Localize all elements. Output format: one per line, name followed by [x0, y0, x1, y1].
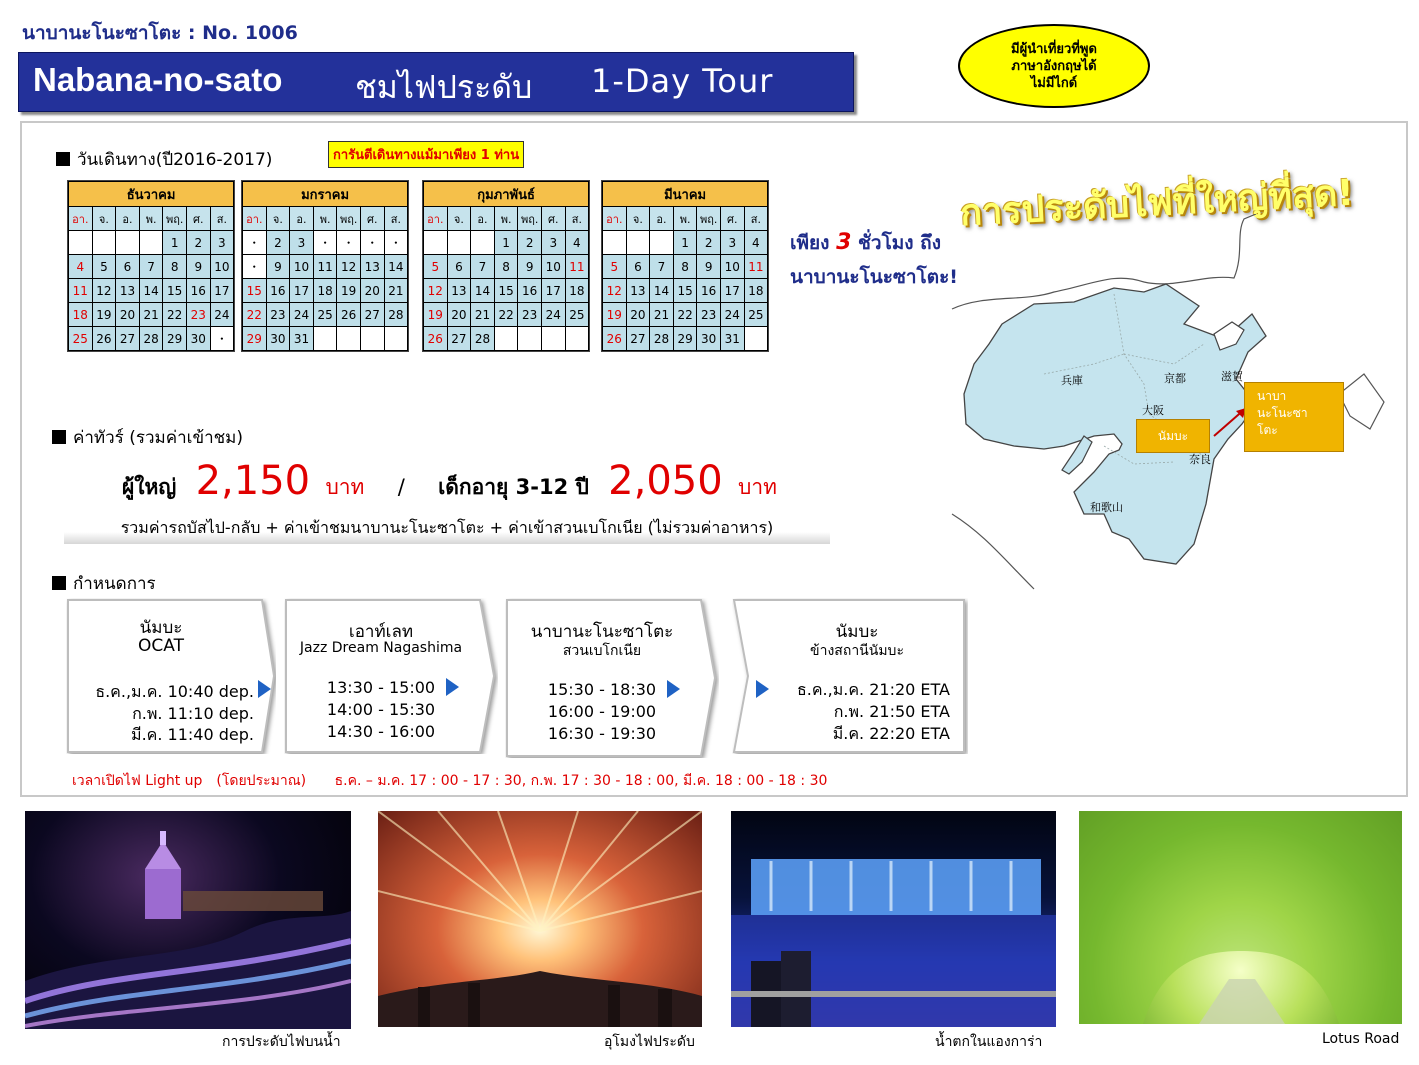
- calendar-weekday: จ.: [266, 207, 290, 231]
- stop-3-title: นาบานะโนะซาโตะ: [530, 622, 674, 642]
- calendar-day: 1: [673, 231, 697, 255]
- photo-2-art: [378, 811, 702, 1027]
- calendar-day: 3: [290, 231, 314, 255]
- calendar-day: 19: [424, 303, 448, 327]
- calendar-day: 5: [603, 255, 627, 279]
- calendar-day: [447, 231, 471, 255]
- calendar-day: 18: [744, 279, 768, 303]
- photo-4-art: [1079, 811, 1402, 1024]
- stop-1-time-2: ก.พ. 11:10 dep.: [132, 704, 254, 723]
- calendar-weekday: พฤ.: [337, 207, 361, 231]
- calendar-day: 21: [471, 303, 495, 327]
- calendar-day: 10: [720, 255, 744, 279]
- calendar-day: 22: [494, 303, 518, 327]
- calendar-day: 19: [603, 303, 627, 327]
- calendar-day: 6: [626, 255, 650, 279]
- calendar-day: 28: [471, 327, 495, 351]
- calendar-day: 16: [266, 279, 290, 303]
- stop-1-title: นัมบะ: [139, 618, 183, 638]
- calendar-day: [424, 231, 448, 255]
- bullet-square: [52, 430, 66, 444]
- calendar-day: [471, 231, 495, 255]
- calendar-day: 14: [384, 255, 408, 279]
- calendar-day: ・: [243, 255, 267, 279]
- calendar-day: 11: [744, 255, 768, 279]
- stop-4-time-1: ธ.ค.,ม.ค. 21:20 ETA: [796, 680, 950, 699]
- calendar-weekday: อ.: [116, 207, 140, 231]
- schedule-stop-4: [732, 598, 968, 752]
- calendar-day: 13: [360, 255, 384, 279]
- schedule-heading-text: กำหนดการ: [73, 574, 156, 594]
- calendar-day: 24: [720, 303, 744, 327]
- calendar-month-2: [241, 180, 409, 352]
- calendar-day: [69, 231, 93, 255]
- calendar-day: 3: [541, 231, 565, 255]
- calendar-day: 26: [92, 327, 116, 351]
- calendar-day: 28: [139, 327, 163, 351]
- calendar-weekday: อ.: [471, 207, 495, 231]
- calendar-day: 17: [720, 279, 744, 303]
- calendar-day: 12: [92, 279, 116, 303]
- calendar-day: 17: [541, 279, 565, 303]
- calendar-day: 14: [650, 279, 674, 303]
- calendar-day: 18: [313, 279, 337, 303]
- adult-label: ผู้ใหญ่: [122, 475, 177, 499]
- calendar-day: [603, 231, 627, 255]
- badge-line-2: ภาษาอังกฤษได้: [1011, 58, 1097, 74]
- calendar-day: 6: [116, 255, 140, 279]
- price-separator: /: [397, 475, 405, 499]
- calendar-day: 30: [186, 327, 210, 351]
- dates-heading: [56, 146, 272, 173]
- calendar-day: 15: [243, 279, 267, 303]
- calendar-day: 27: [360, 303, 384, 327]
- play-arrow-icon: [667, 680, 680, 698]
- calendar-day: [360, 327, 384, 351]
- stop-4-title: นัมบะ: [835, 622, 879, 642]
- calendar-day: 10: [290, 255, 314, 279]
- calendar-day: 27: [447, 327, 471, 351]
- calendar-day: 10: [210, 255, 234, 279]
- calendar-day: 6: [447, 255, 471, 279]
- stop-4-time-3: มี.ค. 22:20 ETA: [832, 724, 950, 743]
- title-thai: ชมไฟประดับ: [355, 68, 533, 106]
- calendar-day: 25: [69, 327, 93, 351]
- stop-4-sub: ข้างสถานีนัมบะ: [810, 643, 904, 659]
- map-tag-namba: นัมบะ: [1136, 419, 1210, 453]
- calendar-table: [242, 181, 408, 351]
- calendar-day: 24: [210, 303, 234, 327]
- map-label-kyoto: 京都: [1164, 372, 1186, 385]
- calendar-day: 10: [541, 255, 565, 279]
- price-heading: [52, 424, 243, 451]
- calendar-day: ・: [313, 231, 337, 255]
- guide-badge: [958, 24, 1150, 108]
- calendar-day: 19: [92, 303, 116, 327]
- guarantee-label: การันตีเดินทางแม้มาเพียง 1 ท่าน: [328, 141, 524, 168]
- promo-line-1-pre: เพียง: [790, 232, 830, 254]
- calendar-day: 20: [360, 279, 384, 303]
- child-currency: บาท: [738, 475, 777, 499]
- map-tag-nabana: นาบา นะโนะซา โตะ: [1244, 382, 1344, 452]
- calendar-day: 9: [518, 255, 542, 279]
- calendar-weekday: พ.: [313, 207, 337, 231]
- calendar-day: 3: [720, 231, 744, 255]
- dates-heading-text: วันเดินทาง(ปี2016-2017): [77, 150, 273, 170]
- calendar-weekday: อา.: [243, 207, 267, 231]
- calendar-day: 4: [744, 231, 768, 255]
- calendar-day: 7: [139, 255, 163, 279]
- calendar-day: 25: [565, 303, 589, 327]
- price-heading-text: ค่าทัวร์ (รวมค่าเข้าชม): [73, 428, 243, 448]
- adult-currency: บาท: [325, 475, 365, 499]
- calendar-day: 14: [471, 279, 495, 303]
- photo-2-caption: อุโมงไฟประดับ: [604, 1034, 695, 1050]
- child-price: 2,050: [608, 458, 723, 504]
- calendar-day: 25: [744, 303, 768, 327]
- calendar-day: 20: [447, 303, 471, 327]
- calendar-weekday: ส.: [744, 207, 768, 231]
- calendar-weekday: จ.: [626, 207, 650, 231]
- stop-2-sub: Jazz Dream Nagashima: [299, 640, 463, 656]
- calendar-day: [565, 327, 589, 351]
- calendar-day: 1: [494, 231, 518, 255]
- title-tour-type: 1-Day Tour: [591, 62, 774, 100]
- badge-line-1: มีผู้นำเที่ยวที่พูด: [1011, 41, 1097, 57]
- stop-3-time-2: 16:00 - 19:00: [547, 702, 657, 721]
- calendar-day: 28: [384, 303, 408, 327]
- title-english: Nabana-no-sato: [33, 61, 283, 98]
- photo-lotus-road: [1079, 811, 1402, 1024]
- calendar-weekday: จ.: [92, 207, 116, 231]
- lightup-info: [72, 770, 827, 792]
- calendar-day: 21: [650, 303, 674, 327]
- calendar-month-name: กุมภาพันธ์: [424, 182, 589, 207]
- photo-3-art: [731, 811, 1056, 1027]
- calendar-day: 8: [494, 255, 518, 279]
- photo-4-caption: Lotus Road: [1322, 1031, 1400, 1047]
- calendar-day: 13: [626, 279, 650, 303]
- stop-2-time-2: 14:00 - 15:30: [326, 700, 436, 719]
- calendar-day: 25: [313, 303, 337, 327]
- calendar-day: 11: [69, 279, 93, 303]
- calendar-day: 3: [210, 231, 234, 255]
- calendar-day: 7: [471, 255, 495, 279]
- calendar-day: 2: [518, 231, 542, 255]
- calendar-day: 11: [313, 255, 337, 279]
- calendar-day: 23: [518, 303, 542, 327]
- calendar-day: 17: [290, 279, 314, 303]
- calendar-month-name: มีนาคม: [603, 182, 768, 207]
- stop-1-time-1: ธ.ค.,ม.ค. 10:40 dep.: [95, 682, 254, 701]
- calendar-day: 23: [266, 303, 290, 327]
- calendar-day: ・: [360, 231, 384, 255]
- calendar-day: 9: [697, 255, 721, 279]
- lightup-label: เวลาเปิดไฟ Light up (โดยประมาณ): [72, 773, 307, 789]
- schedule-stop-3: [505, 598, 719, 752]
- calendar-day: [518, 327, 542, 351]
- photo-water-illumination: [25, 811, 351, 1029]
- calendar-day: 29: [163, 327, 187, 351]
- calendar-day: 30: [697, 327, 721, 351]
- schedule-heading: [52, 570, 156, 597]
- calendar-month-name: มกราคม: [243, 182, 408, 207]
- promo-headline: การประดับไฟที่ใหญ่ที่สุด!: [959, 172, 1355, 235]
- photo-1-art: [25, 811, 351, 1029]
- photo-3-caption: น้ำตกในแองการ่า: [935, 1034, 1043, 1050]
- kansai-map: [944, 214, 1404, 594]
- calendar-day: 22: [243, 303, 267, 327]
- bullet-square: [56, 152, 70, 166]
- calendar-day: ・: [243, 231, 267, 255]
- calendar-day: [650, 231, 674, 255]
- adult-price: 2,150: [195, 458, 311, 504]
- calendar-day: 11: [565, 255, 589, 279]
- calendar-weekday: อา.: [424, 207, 448, 231]
- stop-1-time-3: มี.ค. 11:40 dep.: [131, 725, 254, 744]
- calendar-day: 26: [603, 327, 627, 351]
- stop-2-title: เอาท์เลท: [348, 622, 414, 642]
- calendar-table: [68, 181, 234, 351]
- calendar-weekday: อ.: [290, 207, 314, 231]
- calendar-day: 15: [673, 279, 697, 303]
- stop-1-sub: OCAT: [138, 636, 184, 656]
- stop-2-time-1: 13:30 - 15:00: [326, 678, 436, 697]
- schedule-stop-2: [284, 598, 498, 752]
- promo-line-1: [790, 228, 941, 258]
- map-label-shiga: 滋賀: [1221, 370, 1243, 383]
- calendar-day: 15: [163, 279, 187, 303]
- calendar-weekday: ศ.: [186, 207, 210, 231]
- calendar-weekday: อ.: [650, 207, 674, 231]
- calendar-day: 7: [650, 255, 674, 279]
- calendar-day: [494, 327, 518, 351]
- calendar-weekday: ส.: [384, 207, 408, 231]
- calendar-day: 9: [186, 255, 210, 279]
- calendar-day: 24: [290, 303, 314, 327]
- calendar-day: ・: [384, 231, 408, 255]
- calendar-day: [139, 231, 163, 255]
- calendar-day: ・: [337, 231, 361, 255]
- calendar-day: 27: [116, 327, 140, 351]
- calendar-day: 16: [697, 279, 721, 303]
- calendar-day: 5: [424, 255, 448, 279]
- calendar-day: 12: [337, 255, 361, 279]
- price-line: [122, 458, 777, 504]
- calendar-weekday: พ.: [139, 207, 163, 231]
- calendar-day: 15: [494, 279, 518, 303]
- calendar-day: 19: [337, 279, 361, 303]
- play-arrow-icon: [446, 678, 459, 696]
- stop-3-time-1: 15:30 - 18:30: [547, 680, 657, 699]
- promo-hours: 3: [836, 230, 852, 255]
- calendar-weekday: พ.: [494, 207, 518, 231]
- calendar-day: 13: [447, 279, 471, 303]
- calendar-day: [313, 327, 337, 351]
- calendar-weekday: พฤ.: [163, 207, 187, 231]
- calendar-day: 17: [210, 279, 234, 303]
- calendar-day: 26: [424, 327, 448, 351]
- calendar-day: 1: [163, 231, 187, 255]
- calendar-day: 20: [626, 303, 650, 327]
- title-banner: [18, 52, 854, 112]
- calendar-day: 18: [69, 303, 93, 327]
- promo-line-2: นาบานะโนะซาโตะ!: [790, 266, 958, 288]
- calendar-day: 23: [186, 303, 210, 327]
- stop-3-sub: สวนเบโกเนีย: [562, 643, 642, 659]
- calendar-weekday: พฤ.: [518, 207, 542, 231]
- calendar-weekday: ส.: [565, 207, 589, 231]
- calendar-month-1: [67, 180, 235, 352]
- play-arrow-icon: [258, 680, 271, 698]
- calendar-weekday: ศ.: [720, 207, 744, 231]
- calendar-day: 30: [266, 327, 290, 351]
- calendar-month-3: [422, 180, 590, 352]
- stop-4-time-2: ก.พ. 21:50 ETA: [833, 702, 950, 721]
- schedule-stop-1: [66, 598, 276, 752]
- calendar-day: 14: [139, 279, 163, 303]
- calendar-month-4: [601, 180, 769, 352]
- calendar-day: 2: [266, 231, 290, 255]
- calendar-table: [423, 181, 589, 351]
- calendar-day: 13: [116, 279, 140, 303]
- photo-1-caption: การประดับไฟบนน้ำ: [222, 1034, 341, 1050]
- calendar-day: [541, 327, 565, 351]
- calendar-day: 8: [163, 255, 187, 279]
- calendar-day: 5: [92, 255, 116, 279]
- calendar-day: 2: [186, 231, 210, 255]
- calendar-day: 2: [697, 231, 721, 255]
- calendar-day: [744, 327, 768, 351]
- calendar-weekday: พฤ.: [697, 207, 721, 231]
- bullet-square: [52, 576, 66, 590]
- calendar-day: 29: [243, 327, 267, 351]
- calendar-day: 26: [337, 303, 361, 327]
- calendar-weekday: อา.: [69, 207, 93, 231]
- calendar-day: [337, 327, 361, 351]
- calendar-day: [92, 231, 116, 255]
- calendar-day: 16: [518, 279, 542, 303]
- photo-light-tunnel: [378, 811, 702, 1027]
- calendar-weekday: จ.: [447, 207, 471, 231]
- lightup-times: ธ.ค. – ม.ค. 17 : 00 - 17 : 30, ก.พ. 17 : 30 - 18 : 00, มี.ค. 18 : 00 - 18 : 30: [334, 773, 828, 789]
- stop-3-time-3: 16:30 - 19:30: [547, 724, 657, 743]
- promo-line-1-post: ชั่วโมง ถึง: [858, 232, 941, 254]
- price-includes: รวมค่ารถบัสไป-กลับ + ค่าเข้าชมนาบานะโนะซาโตะ + ค่าเข้าสวนเบโกเนีย (ไม่รวมค่าอาหาร): [64, 514, 830, 544]
- play-arrow-icon: [756, 680, 769, 698]
- calendar-day: 4: [69, 255, 93, 279]
- calendar-day: 27: [626, 327, 650, 351]
- calendar-day: 31: [720, 327, 744, 351]
- calendar-weekday: ส.: [210, 207, 234, 231]
- calendar-month-name: ธันวาคม: [69, 182, 234, 207]
- calendar-day: 4: [565, 231, 589, 255]
- map-label-osaka: 大阪: [1142, 404, 1164, 417]
- calendar-day: 18: [565, 279, 589, 303]
- calendar-weekday: พ.: [673, 207, 697, 231]
- calendar-day: ・: [210, 327, 234, 351]
- calendar-day: 31: [290, 327, 314, 351]
- calendar-day: 21: [139, 303, 163, 327]
- calendar-weekday: ศ.: [360, 207, 384, 231]
- tour-code: นาบานะโนะซาโตะ : No. 1006: [22, 22, 298, 44]
- calendar-day: 16: [186, 279, 210, 303]
- calendar-day: 29: [673, 327, 697, 351]
- photo-niagara-lights: [731, 811, 1056, 1027]
- calendar-day: 24: [541, 303, 565, 327]
- map-label-nara: 奈良: [1189, 453, 1211, 466]
- map-label-hyogo: 兵庫: [1061, 374, 1083, 387]
- calendar-day: 22: [163, 303, 187, 327]
- calendar-weekday: ศ.: [541, 207, 565, 231]
- calendar-day: 21: [384, 279, 408, 303]
- calendar-day: 9: [266, 255, 290, 279]
- calendar-day: 8: [673, 255, 697, 279]
- calendar-day: [626, 231, 650, 255]
- calendar-day: 22: [673, 303, 697, 327]
- stop-2-time-3: 14:30 - 16:00: [326, 722, 436, 741]
- map-label-wakayama: 和歌山: [1090, 501, 1123, 514]
- calendar-table: [602, 181, 768, 351]
- calendar-day: [116, 231, 140, 255]
- child-label: เด็กอายุ 3-12 ปี: [438, 475, 589, 499]
- calendar-day: 23: [697, 303, 721, 327]
- badge-line-3: ไม่มีไกด์: [1030, 75, 1078, 91]
- calendar-day: 28: [650, 327, 674, 351]
- calendar-day: 12: [424, 279, 448, 303]
- calendar-day: 12: [603, 279, 627, 303]
- calendar-day: 20: [116, 303, 140, 327]
- calendar-day: [384, 327, 408, 351]
- calendar-weekday: อา.: [603, 207, 627, 231]
